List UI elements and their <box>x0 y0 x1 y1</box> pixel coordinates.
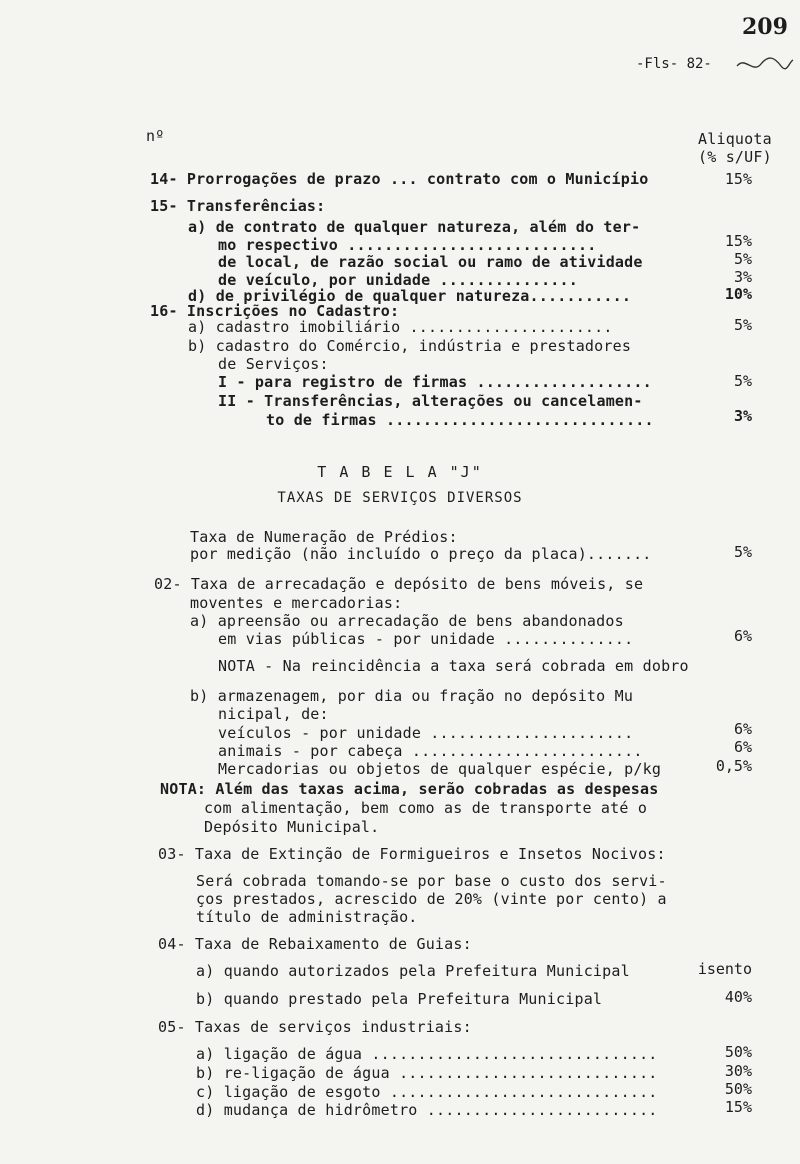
item-15d-rate: 10% <box>724 285 752 303</box>
item-16b-line1: b) cadastro do Comércio, indústria e prestadores <box>188 337 632 355</box>
column-number-label: nº <box>146 127 165 145</box>
taxa-02-nota: NOTA - Na reincidência a taxa será cobrada em dobro <box>218 657 689 675</box>
taxa-02b-animais-rate: 6% <box>733 738 752 756</box>
item-16b-ii-line1: II - Transferências, alterações ou cancelamen- <box>218 392 643 410</box>
nota-line1: NOTA: Além das taxas acima, serão cobradas as despesas <box>160 780 659 798</box>
item-15b-rate: 5% <box>733 250 752 268</box>
taxa-05d-rate: 15% <box>724 1098 752 1116</box>
taxa-02b-mercadorias: Mercadorias ou objetos de qualquer espécie, p/kg <box>218 760 662 778</box>
taxa-02a-line2: em vias públicas - por unidade .............. <box>218 630 634 648</box>
taxa-02a-rate: 6% <box>733 627 752 645</box>
item-16b-ii-line2: to de firmas ............................. <box>266 411 654 429</box>
taxa-04a-rate: isento <box>697 960 752 978</box>
item-16: 16- Inscrições no Cadastro: <box>150 302 400 320</box>
item-14: 14- Prorrogações de prazo ... contrato com o Município <box>150 170 649 188</box>
item-15a-line2: mo respectivo ........................... <box>218 236 597 254</box>
taxa-05b: b) re-ligação de água ............................ <box>196 1064 658 1082</box>
taxa-01-line: por medição (não incluído o preço da placa)....... <box>190 545 652 563</box>
taxa-02-title-cont: moventes e mercadorias: <box>190 594 403 612</box>
taxa-05c-rate: 50% <box>724 1080 752 1098</box>
table-subheading: TAXAS DE SERVIÇOS DIVERSOS <box>277 490 523 506</box>
taxa-05-title: 05- Taxas de serviços industriais: <box>158 1018 472 1036</box>
taxa-04-title: 04- Taxa de Rebaixamento de Guias: <box>158 935 472 953</box>
taxa-03-line3: título de administração. <box>196 908 418 926</box>
item-16b-ii-rate: 3% <box>733 407 752 425</box>
nota-line3: Depósito Municipal. <box>204 818 380 836</box>
item-16b-line2: de Serviços: <box>218 355 329 373</box>
taxa-03-line2: ços prestados, acrescido de 20% (vinte por cento) a <box>196 890 667 908</box>
nota-line2: com alimentação, bem como as de transporte até o <box>204 799 648 817</box>
taxa-03-line1: Será cobrada tomando-se por base o custo dos servi- <box>196 872 667 890</box>
taxa-02b-mercadorias-rate: 0,5% <box>715 757 752 775</box>
column-rate-label: Aliquota <box>698 130 772 148</box>
taxa-02-title: 02- Taxa de arrecadação e depósito de bens móveis, se <box>154 575 644 593</box>
table-heading: T A B E L A "J" <box>317 463 483 481</box>
item-16b-i-rate: 5% <box>733 372 752 390</box>
taxa-02b-line1: b) armazenagem, por dia ou fração no depósito Mu <box>190 687 634 705</box>
item-16b-i: I - para registro de firmas ................... <box>218 373 652 391</box>
item-15b: de local, de razão social ou ramo de atividade <box>218 253 643 271</box>
taxa-04b-rate: 40% <box>724 988 752 1006</box>
taxa-02b-veiculos: veículos - por unidade ...................... <box>218 724 634 742</box>
page-number: 209 <box>742 14 788 40</box>
taxa-04b: b) quando prestado pela Prefeitura Municipal <box>196 990 603 1008</box>
item-15d: d) de privilégio de qualquer natureza........... <box>188 287 632 305</box>
column-rate-unit: (% s/UF) <box>698 148 772 166</box>
taxa-05d: d) mudança de hidrômetro ......................... <box>196 1101 658 1119</box>
taxa-02a-line1: a) apreensão ou arrecadação de bens abandonados <box>190 612 624 630</box>
taxa-05a: a) ligação de água ............................... <box>196 1045 658 1063</box>
item-16a-rate: 5% <box>733 316 752 334</box>
taxa-05b-rate: 30% <box>724 1062 752 1080</box>
item-15a-line1: a) de contrato de qualquer natureza, além do ter- <box>188 218 641 236</box>
taxa-05c: c) ligação de esgoto ............................. <box>196 1083 658 1101</box>
folio-number: -Fls- 82- <box>636 56 712 72</box>
item-15a-rate: 15% <box>724 232 752 250</box>
item-15: 15- Transferências: <box>150 197 326 215</box>
signature-scribble <box>735 52 795 76</box>
item-14-rate: 15% <box>724 170 752 188</box>
taxa-02b-line2: nicipal, de: <box>218 705 329 723</box>
item-15c: de veículo, por unidade ............... <box>218 271 578 289</box>
item-15c-rate: 3% <box>733 268 752 286</box>
taxa-02b-animais: animais - por cabeça ......................... <box>218 742 643 760</box>
taxa-01-rate: 5% <box>733 543 752 561</box>
taxa-02b-veiculos-rate: 6% <box>733 720 752 738</box>
taxa-03-title: 03- Taxa de Extinção de Formigueiros e Insetos Nocivos: <box>158 845 666 863</box>
taxa-04a: a) quando autorizados pela Prefeitura Municipal <box>196 962 630 980</box>
taxa-01-title: Taxa de Numeração de Prédios: <box>190 528 458 546</box>
item-16a: a) cadastro imobiliário ...................... <box>188 318 613 336</box>
taxa-05a-rate: 50% <box>724 1043 752 1061</box>
